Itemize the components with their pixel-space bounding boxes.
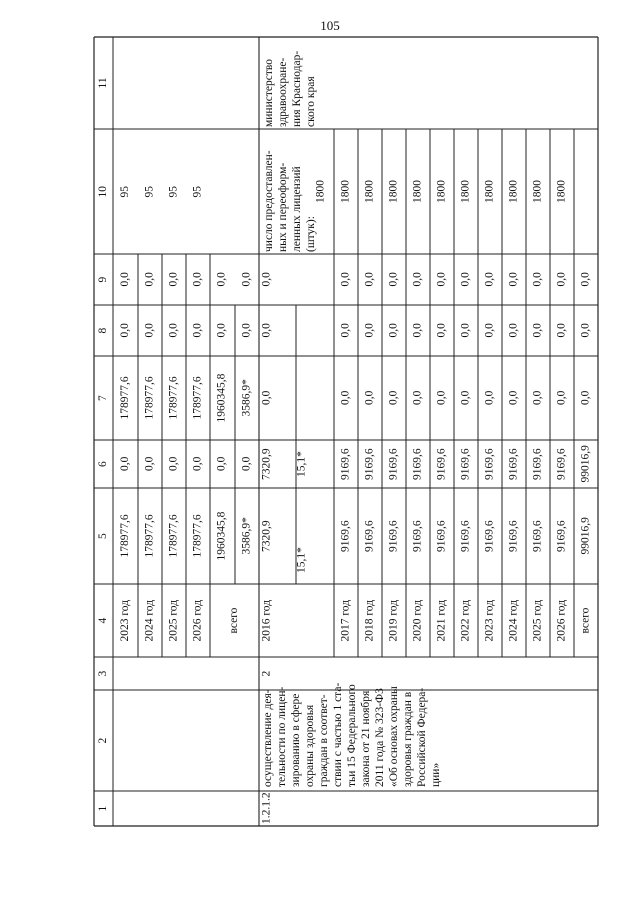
- row-year: 2023 год: [483, 599, 496, 642]
- total-label: всего: [579, 607, 592, 634]
- first-row-col6-extra: 15,1*: [295, 451, 308, 477]
- prev-row-col9: 0,0: [143, 272, 156, 287]
- prev-row-col9: 0,0: [119, 272, 131, 287]
- row-year: 2017 год: [339, 599, 352, 642]
- column-header-7: 7: [97, 395, 109, 401]
- first-row-year: 2016 год: [260, 599, 273, 642]
- row-col9: 0,0: [459, 272, 472, 287]
- item-status: 2: [260, 670, 273, 677]
- total-col5: 99016,9: [579, 517, 592, 555]
- row-col7: 0,0: [507, 390, 520, 405]
- row-col5: 9169,6: [555, 520, 568, 552]
- first-row-col6: 7320,9: [260, 448, 273, 480]
- first-row-col5: 7320,9: [260, 520, 273, 552]
- row-col6: 9169,6: [339, 448, 352, 480]
- prev-row-col7: 178977,6: [191, 376, 204, 420]
- row-col7: 0,0: [435, 390, 448, 405]
- prev-total-col8: 0,0: [215, 323, 228, 338]
- prev-row-col5: 178977,6: [191, 514, 204, 558]
- row-col9: 0,0: [531, 272, 544, 287]
- row-col7: 0,0: [483, 390, 496, 405]
- prev-row-year: 2025 год: [167, 599, 180, 642]
- prev-row-year: 2023 год: [119, 599, 131, 642]
- row-col8: 0,0: [483, 323, 496, 338]
- row-col9: 0,0: [483, 272, 496, 287]
- row-col5: 9169,6: [483, 520, 496, 552]
- prev-row-col8: 0,0: [167, 323, 180, 338]
- row-year: 2022 год: [459, 599, 472, 642]
- column-header-6: 6: [97, 461, 109, 467]
- prev-row-col6: 0,0: [119, 456, 131, 471]
- row-col7: 0,0: [411, 390, 424, 405]
- prev-row-col10: 95: [167, 186, 180, 198]
- row-col6: 9169,6: [411, 448, 424, 480]
- prev-row-col10: 95: [119, 186, 131, 198]
- total-col8: 0,0: [579, 323, 592, 338]
- prev-total-col5: 1960345,8: [215, 511, 228, 561]
- row-col8: 0,0: [339, 323, 352, 338]
- row-year: 2025 год: [531, 599, 544, 642]
- prev-row-col8: 0,0: [191, 323, 204, 338]
- row-col10: 1800: [435, 180, 448, 203]
- row-col10: 1800: [411, 180, 424, 203]
- prev-total-col6-extra: 0,0: [240, 456, 253, 471]
- row-col5: 9169,6: [507, 520, 520, 552]
- row-col5: 9169,6: [459, 520, 472, 552]
- row-col6: 9169,6: [435, 448, 448, 480]
- prev-row-col7: 178977,6: [167, 376, 180, 420]
- row-col10: 1800: [339, 180, 352, 203]
- prev-row-col9: 0,0: [167, 272, 180, 287]
- prev-row-col10: 95: [143, 186, 156, 198]
- total-col9: 0,0: [579, 272, 592, 287]
- prev-total-label: всего: [228, 607, 240, 634]
- prev-row-year: 2024 год: [143, 599, 156, 642]
- column-header-9: 9: [97, 276, 109, 283]
- row-col7: 0,0: [555, 390, 568, 405]
- row-year: 2018 год: [363, 599, 376, 642]
- prev-total-col7-extra: 3586,9*: [240, 379, 253, 417]
- total-col6: 99016,9: [579, 445, 592, 483]
- prev-row-col6: 0,0: [167, 456, 180, 471]
- first-row-col8: 0,0: [260, 323, 273, 338]
- prev-total-col7: 1960345,8: [215, 373, 228, 423]
- row-col6: 9169,6: [555, 448, 568, 480]
- row-col5: 9169,6: [435, 520, 448, 552]
- row-col8: 0,0: [459, 323, 472, 338]
- row-year: 2020 год: [411, 599, 424, 642]
- row-col10: 1800: [555, 180, 568, 203]
- prev-total-col6: 0,0: [215, 456, 228, 471]
- executor-name: министерство здравоохране- ния Краснодар- ского края: [263, 50, 317, 127]
- prev-row-col9: 0,0: [191, 272, 204, 287]
- row-col10: 1800: [483, 180, 496, 203]
- column-header-2: 2: [97, 737, 109, 744]
- row-col6: 9169,6: [459, 448, 472, 480]
- row-col9: 0,0: [435, 272, 448, 287]
- row-col9: 0,0: [555, 272, 568, 287]
- column-header-1: 1: [97, 805, 109, 812]
- row-col10: 1800: [387, 180, 400, 203]
- row-col5: 9169,6: [387, 520, 400, 552]
- prev-row-col5: 178977,6: [143, 514, 156, 558]
- row-col6: 9169,6: [483, 448, 496, 480]
- first-row-col5-extra: 15,1*: [295, 547, 308, 573]
- row-col9: 0,0: [411, 272, 424, 287]
- row-col8: 0,0: [411, 323, 424, 338]
- item-number: 1.2.1.2: [260, 792, 273, 824]
- row-col5: 9169,6: [339, 520, 352, 552]
- row-col5: 9169,6: [363, 520, 376, 552]
- prev-total-col9: 0,0: [215, 272, 228, 287]
- column-header-4: 4: [97, 617, 109, 624]
- first-row-col7: 0,0: [260, 390, 273, 405]
- row-col8: 0,0: [555, 323, 568, 338]
- prev-row-col6: 0,0: [191, 456, 204, 471]
- row-col6: 9169,6: [531, 448, 544, 480]
- prev-total-col8-extra: 0,0: [240, 323, 253, 338]
- row-col7: 0,0: [339, 390, 352, 405]
- prev-row-col6: 0,0: [143, 456, 156, 471]
- row-col7: 0,0: [531, 390, 544, 405]
- column-header-10: 10: [97, 186, 109, 198]
- row-col6: 9169,6: [363, 448, 376, 480]
- row-col8: 0,0: [507, 323, 520, 338]
- row-col9: 0,0: [387, 272, 400, 287]
- row-col9: 0,0: [363, 272, 376, 287]
- row-col7: 0,0: [387, 390, 400, 405]
- row-col9: 0,0: [507, 272, 520, 287]
- row-year: 2021 год: [435, 599, 448, 642]
- prev-row-col10: 95: [191, 186, 204, 198]
- row-col7: 0,0: [459, 390, 472, 405]
- item-description: осуществление дея- тельности по лицен- зированию в сфере охраны здоровья граждан в соответ- ствии с частью 1 ста- тьи 15 Федерального закона от 21 ноября 2011 года № 323-ФЗ «Об основах охраны здоровья граждан в Российской Федера- ции»: [262, 682, 442, 787]
- total-col7: 0,0: [579, 390, 592, 405]
- prev-row-col5: 178977,6: [119, 514, 131, 558]
- row-col6: 9169,6: [507, 448, 520, 480]
- row-col10: 1800: [507, 180, 520, 203]
- prev-row-col7: 178977,6: [143, 376, 156, 420]
- column-header-5: 5: [97, 533, 109, 539]
- row-year: 2026 год: [555, 599, 568, 642]
- prev-row-col5: 178977,6: [167, 514, 180, 558]
- row-col10: 1800: [363, 180, 376, 203]
- row-year: 2019 год: [387, 599, 400, 642]
- prev-row-col8: 0,0: [143, 323, 156, 338]
- prev-row-col8: 0,0: [119, 323, 131, 338]
- row-col8: 0,0: [435, 323, 448, 338]
- row-col10: 1800: [459, 180, 472, 203]
- first-row-col10: 1800: [314, 180, 327, 203]
- prev-row-col7: 178977,6: [119, 376, 131, 420]
- row-col8: 0,0: [531, 323, 544, 338]
- row-col6: 9169,6: [387, 448, 400, 480]
- column-header-3: 3: [97, 670, 109, 677]
- first-row-col9: 0,0: [260, 272, 273, 287]
- row-col5: 9169,6: [411, 520, 424, 552]
- indicator-description: число предоставлен- ных и переоформ- ленных лицензий (штук):: [263, 150, 317, 252]
- row-col8: 0,0: [387, 323, 400, 338]
- row-col5: 9169,6: [531, 520, 544, 552]
- row-col7: 0,0: [363, 390, 376, 405]
- prev-row-year: 2026 год: [191, 599, 204, 642]
- prev-total-col9-extra: 0,0: [240, 272, 253, 287]
- row-col8: 0,0: [363, 323, 376, 338]
- column-header-11: 11: [97, 77, 109, 89]
- prev-total-col5-extra: 3586,9*: [240, 517, 253, 555]
- row-col10: 1800: [531, 180, 544, 203]
- page-number: 105: [320, 18, 340, 33]
- row-year: 2024 год: [507, 599, 520, 642]
- row-col9: 0,0: [339, 272, 352, 287]
- column-header-8: 8: [97, 327, 109, 334]
